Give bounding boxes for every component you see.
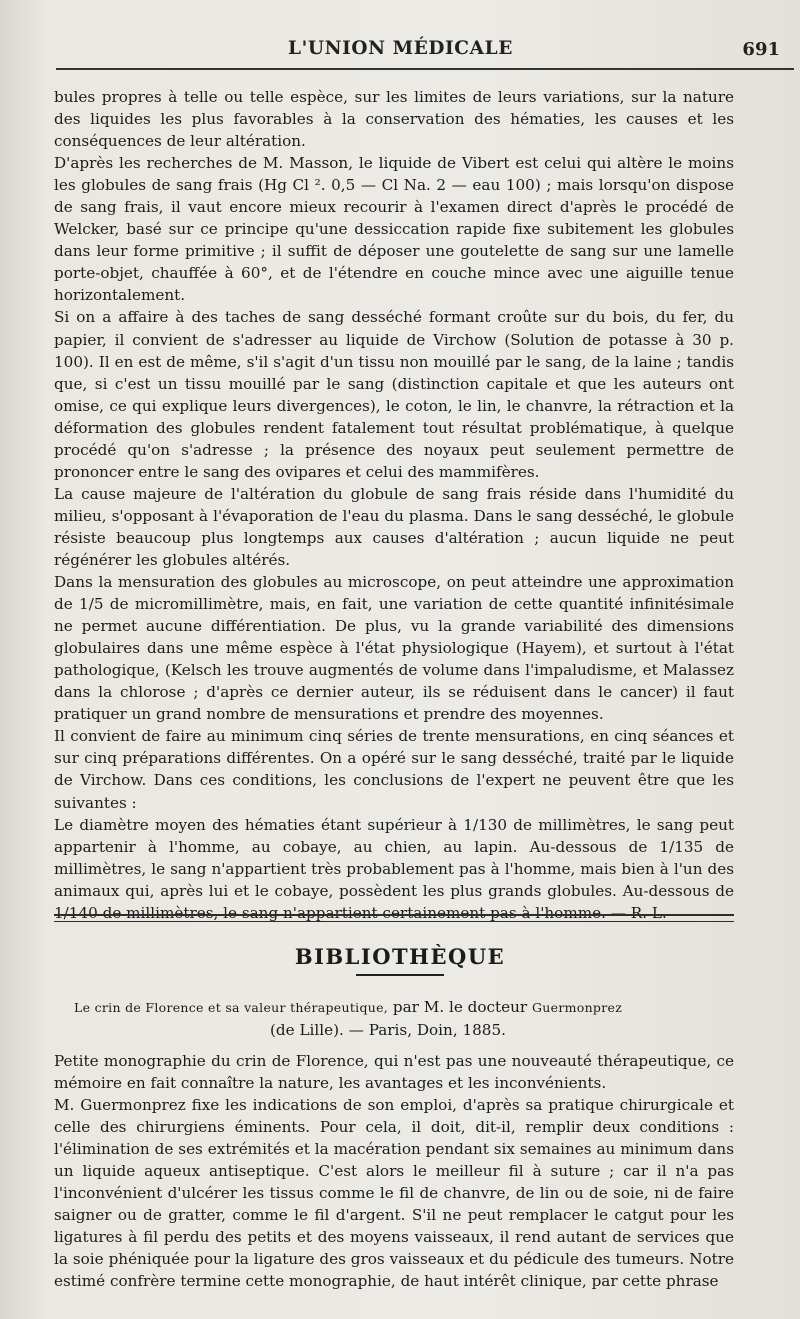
review-heading-line1 xyxy=(74,996,734,1019)
review-paragraph: Petite monographie du crin de Florence, qui n'est pas une nouveauté thérapeutique, ce mémoire en fait connaître la nature, les avantages et les inconvénients. xyxy=(54,1052,734,1093)
paragraph: La cause majeure de l'altération du globule de sang frais réside dans l'humidité du milieu, s'opposant à l'évaporation de l'eau du plasma. Dans le sang desséché, le globule résiste beaucoup plus longtemps aux causes d'altération ; aucun liquide ne peut régénérer les globules altérés. xyxy=(54,484,734,569)
section-divider xyxy=(54,914,734,922)
paragraph: Si on a affaire à des taches de sang desséché formant croûte sur du bois, du fer, du papier, il convient de s'adresser au liquide de Virchow (Solution de potasse à 30 p. 100). Il en est de même, s'il s'agit d'un tissu non mouillé par le sang, de la laine ; tandis que, si c'est un tissu mouillé par le sang (distinction capitale et que les auteurs ont omise, ce qui explique leurs divergences), le coton, le lin, le chanvre, la rétraction et la déformation des globules rendent fatalement tout résultat problématique, à quelque procédé qu'on s'adresse ; la présence des noyaux peut seulement permettre de prononcer entre le sang des ovipares et celui des mammifères. xyxy=(54,308,734,481)
review-heading xyxy=(74,996,734,1041)
paragraph: D'après les recherches de M. Masson, le liquide de Vibert est celui qui altère le moins les globules de sang frais (Hg Cl ². 0,5 — Cl Na. 2 — eau 100) ; mais lorsqu'on dispose de sang frais, il vaut encore mieux recourir à l'examen direct d'après le procédé de Welcker, basé sur ce principe qu'une dessiccation rapide fixe subitement les globules dans leur forme primitive ; il suffit de déposer une goutelette de sang sur une lamelle porte-objet, chauffée à 60°, et de l'étendre en couche mince avec une aiguille tenue horizontalement. xyxy=(54,154,734,305)
header-rule xyxy=(56,68,794,70)
paragraph: Dans la mensuration des globules au microscope, on peut atteindre une approximation de 1/5 de micromillimètre, mais, en fait, une variation de cette quantité infinitésimale ne permet aucune différentiation. De plus, vu la grande variabilité des dimensions globulaires dans une même espèce à l'état physiologique (Hayem), et surtout à l'état pathologique, (Kelsch les trouve augmentés de volume dans l'impaludisme, et Malassez dans la chlorose ; d'après ce dernier auteur, ils se réduisent dans le cancer) il faut pratiquer un grand nombre de mensurations et prendre des moyennes. xyxy=(54,573,734,724)
review-body xyxy=(54,1050,734,1293)
running-header xyxy=(54,30,780,66)
journal-title: L'UNION MÉDICALE xyxy=(288,38,513,59)
paragraph: Il convient de faire au minimum cinq séries de trente mensurations, en cinq séances et sur cinq préparations différentes. On a opéré sur le sang desséché, traité par le liquide de Virchow. Dans ces conditions, les conclusions de l'expert ne peuvent être que les suivantes : xyxy=(54,727,734,812)
paragraph: bules propres à telle ou telle espèce, sur les limites de leurs variations, sur la nature des liquides les plus favorables à la conservation des hématies, les causes et les conséquences de leur altération. xyxy=(54,88,734,151)
review-by: par M. le docteur xyxy=(388,998,532,1016)
page-number: 691 xyxy=(742,39,780,60)
paragraph: Le diamètre moyen des hématies étant supérieur à 1/130 de millimètres, le sang peut appartenir à l'homme, au cobaye, au chien, au lapin. Au-dessous de 1/135 de millimètres, le sang n'appartient très probablement pas à l'homme, mais bien à l'un des animaux qui, après lui et le cobaye, possèdent les plus grands globules. Au-dessous de 1/140 de millimètres, le sang n'appartient certainement pas à l'homme. — R. L. xyxy=(54,815,734,922)
section-title: BIBLIOTHÈQUE xyxy=(294,944,506,969)
article-body xyxy=(54,86,734,924)
book-author: Guermonprez xyxy=(531,1000,623,1015)
review-paragraph: M. Guermonprez fixe les indications de son emploi, d'après sa pratique chirurgicale et celle des chirurgiens éminents. Pour cela, il doit, dit-il, remplir deux conditions : l'élimination de ses extrémités et la macération pendant six semaines au minimum dans un liquide aqueux antiseptique. C'est alors le meilleur fil à suture ; car il n'a pas l'inconvénient d'ulcérer les tissus comme le fil de chanvre, de lin ou de soie, ni de faire saigner ou de gratter, comme le fil d'argent. S'il ne peut remplacer le catgut pour les ligatures à fil perdu des petits et des moyens vaisseaux, il rend autant de services que la soie phéniquée pour la ligature des gros vaisseaux et du pédicule des tumeurs. Notre estimé confrère termine cette monographie, de haut intérêt clinique, par cette phrase xyxy=(54,1096,734,1291)
book-title: Le crin de Florence et sa valeur thérapeutique, xyxy=(74,1000,389,1015)
review-heading-line2: (de Lille). — Paris, Doin, 1885. xyxy=(270,1021,506,1039)
section-title-underline xyxy=(356,974,444,976)
